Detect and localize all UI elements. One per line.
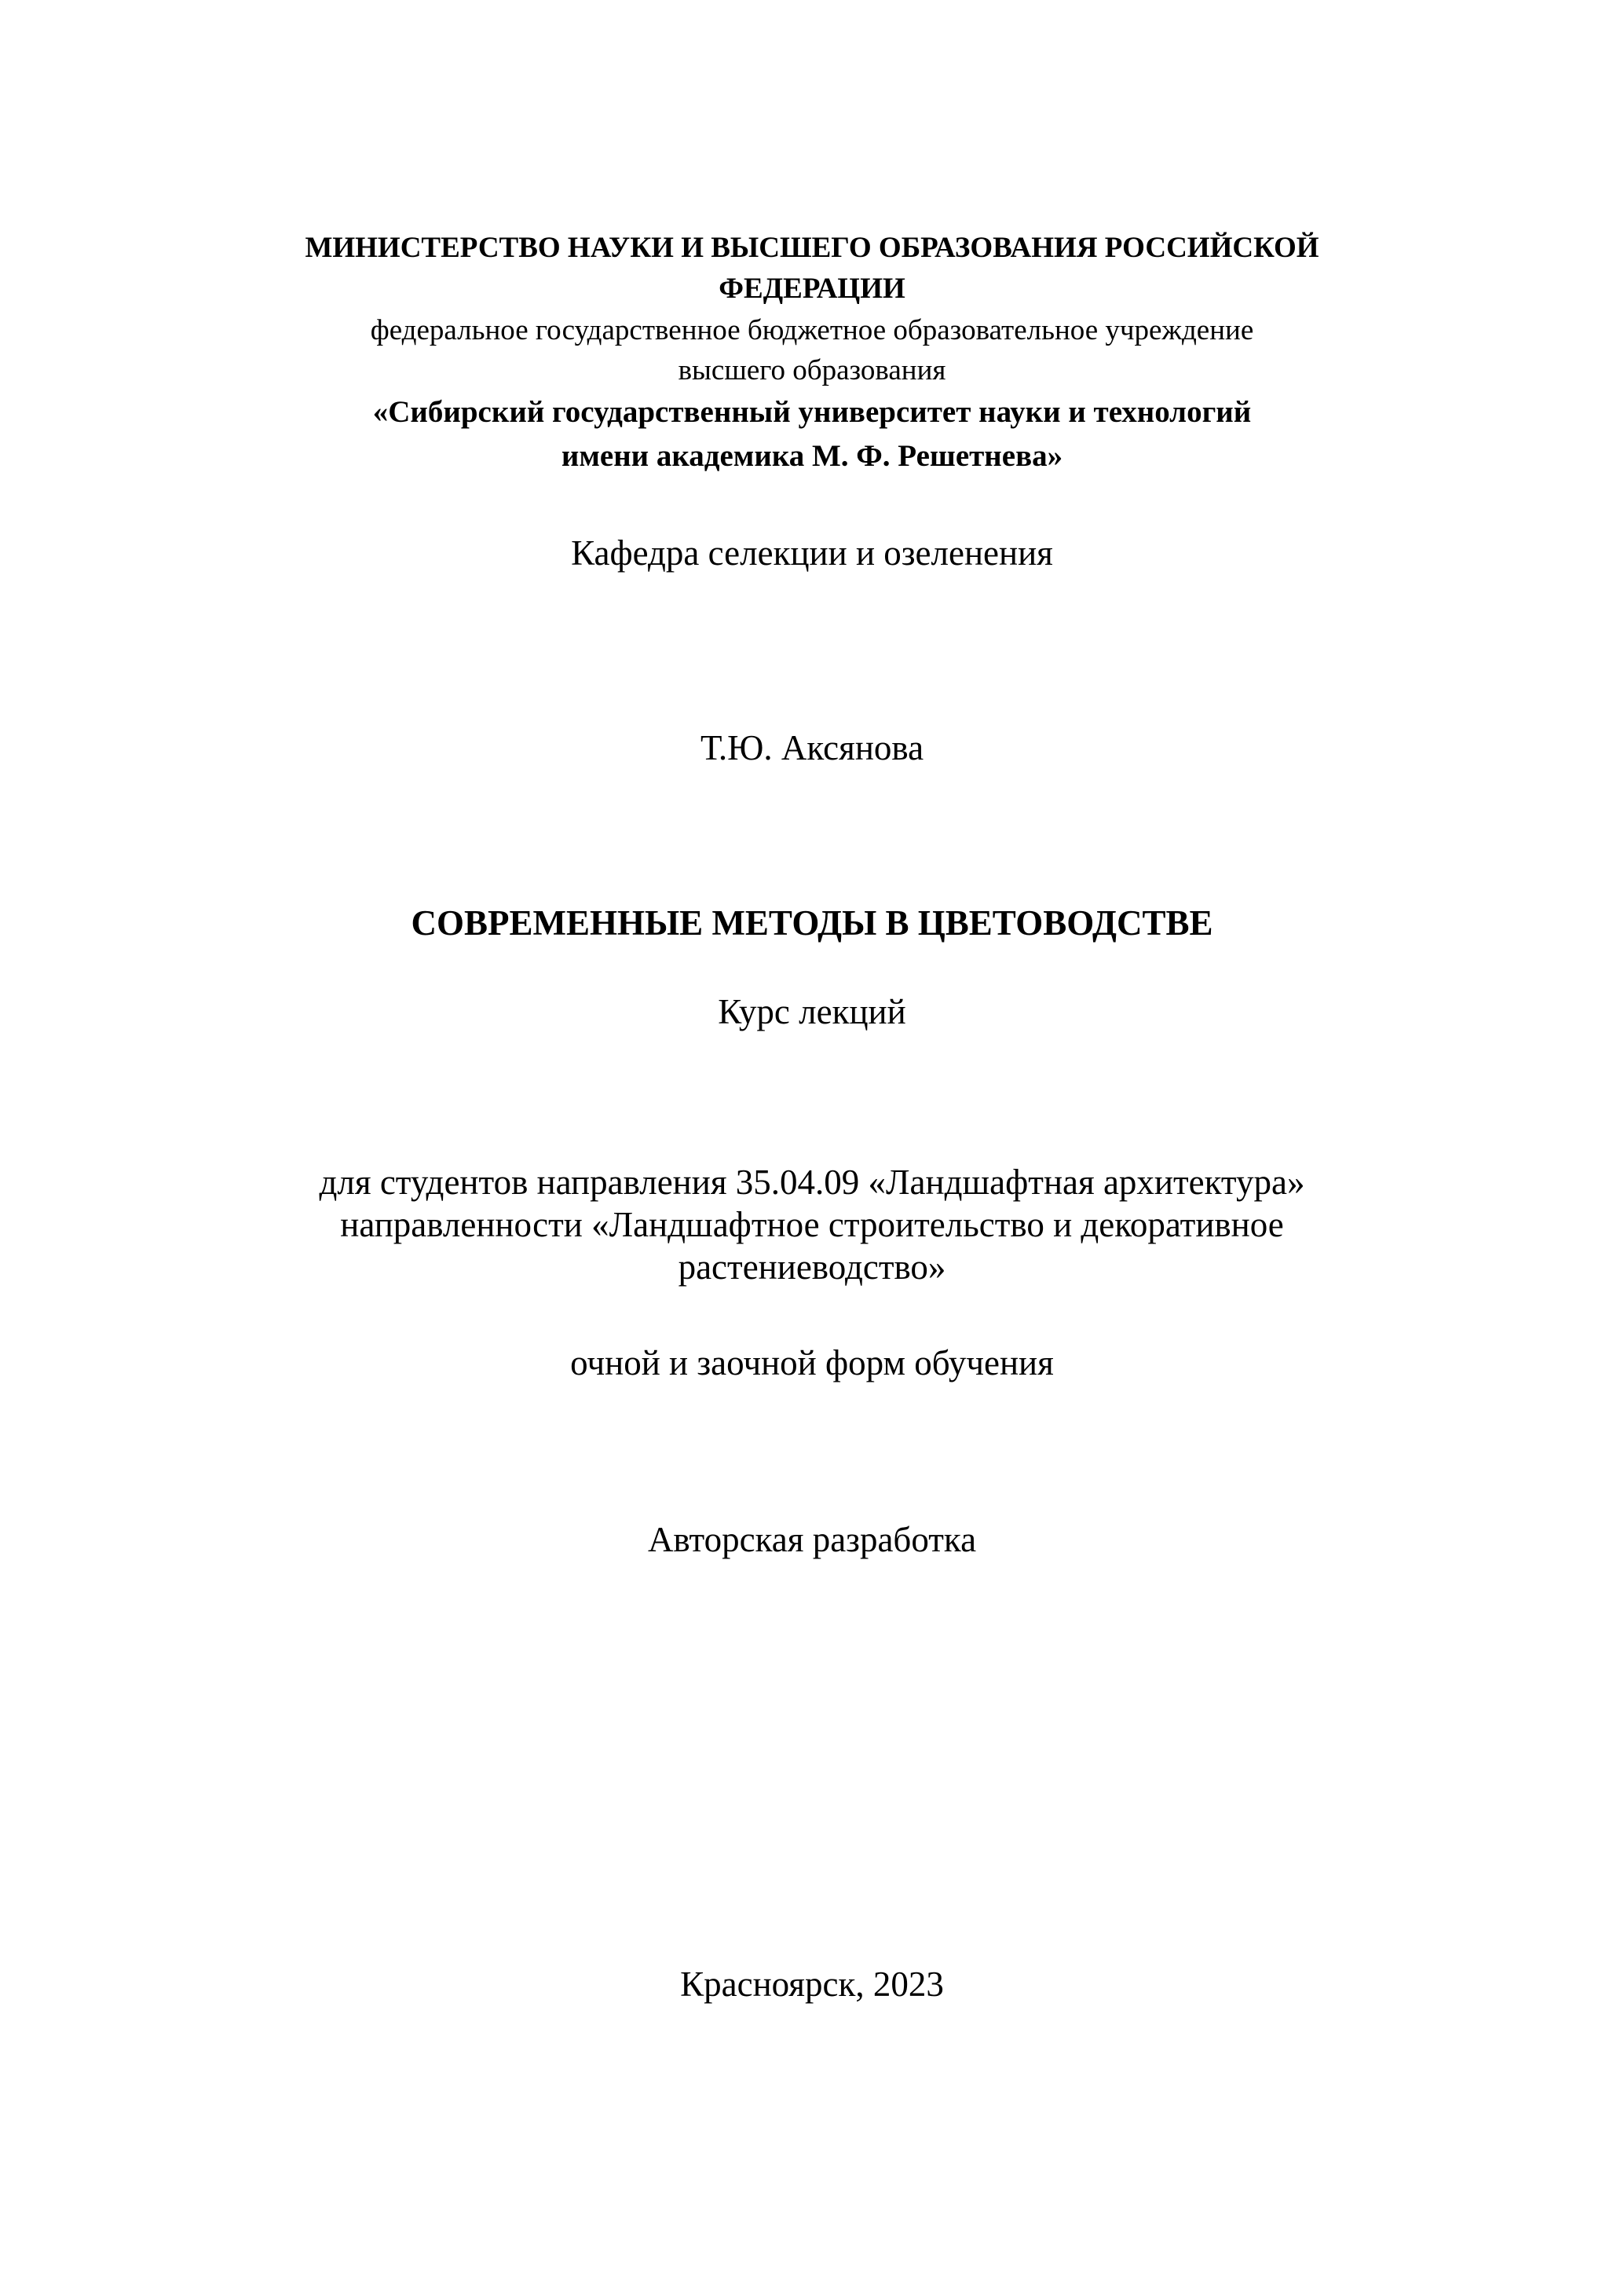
- audience-line-1: для студентов направления 35.04.09 «Ландшафтная архитектура»: [319, 1163, 1305, 1202]
- author-text: Т.Ю. Аксянова: [700, 728, 924, 767]
- university-line-1: «Сибирский государственный университет науки и технологий: [372, 395, 1252, 429]
- study-forms-text: очной и заочной форм обучения: [570, 1343, 1054, 1382]
- department-text: Кафедра селекции и озеленения: [571, 533, 1053, 573]
- audience-line-3: растениеводство»: [678, 1247, 946, 1287]
- institution-type-line-1: федеральное государственное бюджетное образовательное учреждение: [370, 314, 1254, 346]
- ministry-line-2: ФЕДЕРАЦИИ: [719, 273, 905, 305]
- city-year-text: Красноярск, 2023: [680, 1965, 944, 2004]
- document-title: [0, 899, 1624, 947]
- audience-line-2: направленности «Ландшафтное строительство и декоративное: [340, 1205, 1284, 1244]
- university-name: [0, 390, 1624, 478]
- audience-description: [0, 1161, 1624, 1288]
- ministry-heading: [0, 228, 1624, 309]
- title-text: СОВРЕМЕННЫЕ МЕТОДЫ В ЦВЕТОВОДСТВЕ: [411, 903, 1213, 943]
- university-line-2: имени академика М. Ф. Решетнева»: [561, 439, 1063, 473]
- institution-type: [0, 310, 1624, 390]
- institution-type-line-2: высшего образования: [678, 354, 946, 386]
- document-subtitle: [0, 988, 1624, 1035]
- ministry-line-1: МИНИСТЕРСТВО НАУКИ И ВЫСШЕГО ОБРАЗОВАНИЯ РОССИЙСКОЙ: [305, 232, 1319, 264]
- author-name: [0, 724, 1624, 771]
- subtitle-text: Курс лекций: [718, 992, 906, 1031]
- authorship-text: Авторская разработка: [647, 1520, 977, 1559]
- study-forms: [0, 1339, 1624, 1386]
- city-and-year: [0, 1961, 1624, 2008]
- department-name: [0, 529, 1624, 577]
- authorship-note: [0, 1516, 1624, 1563]
